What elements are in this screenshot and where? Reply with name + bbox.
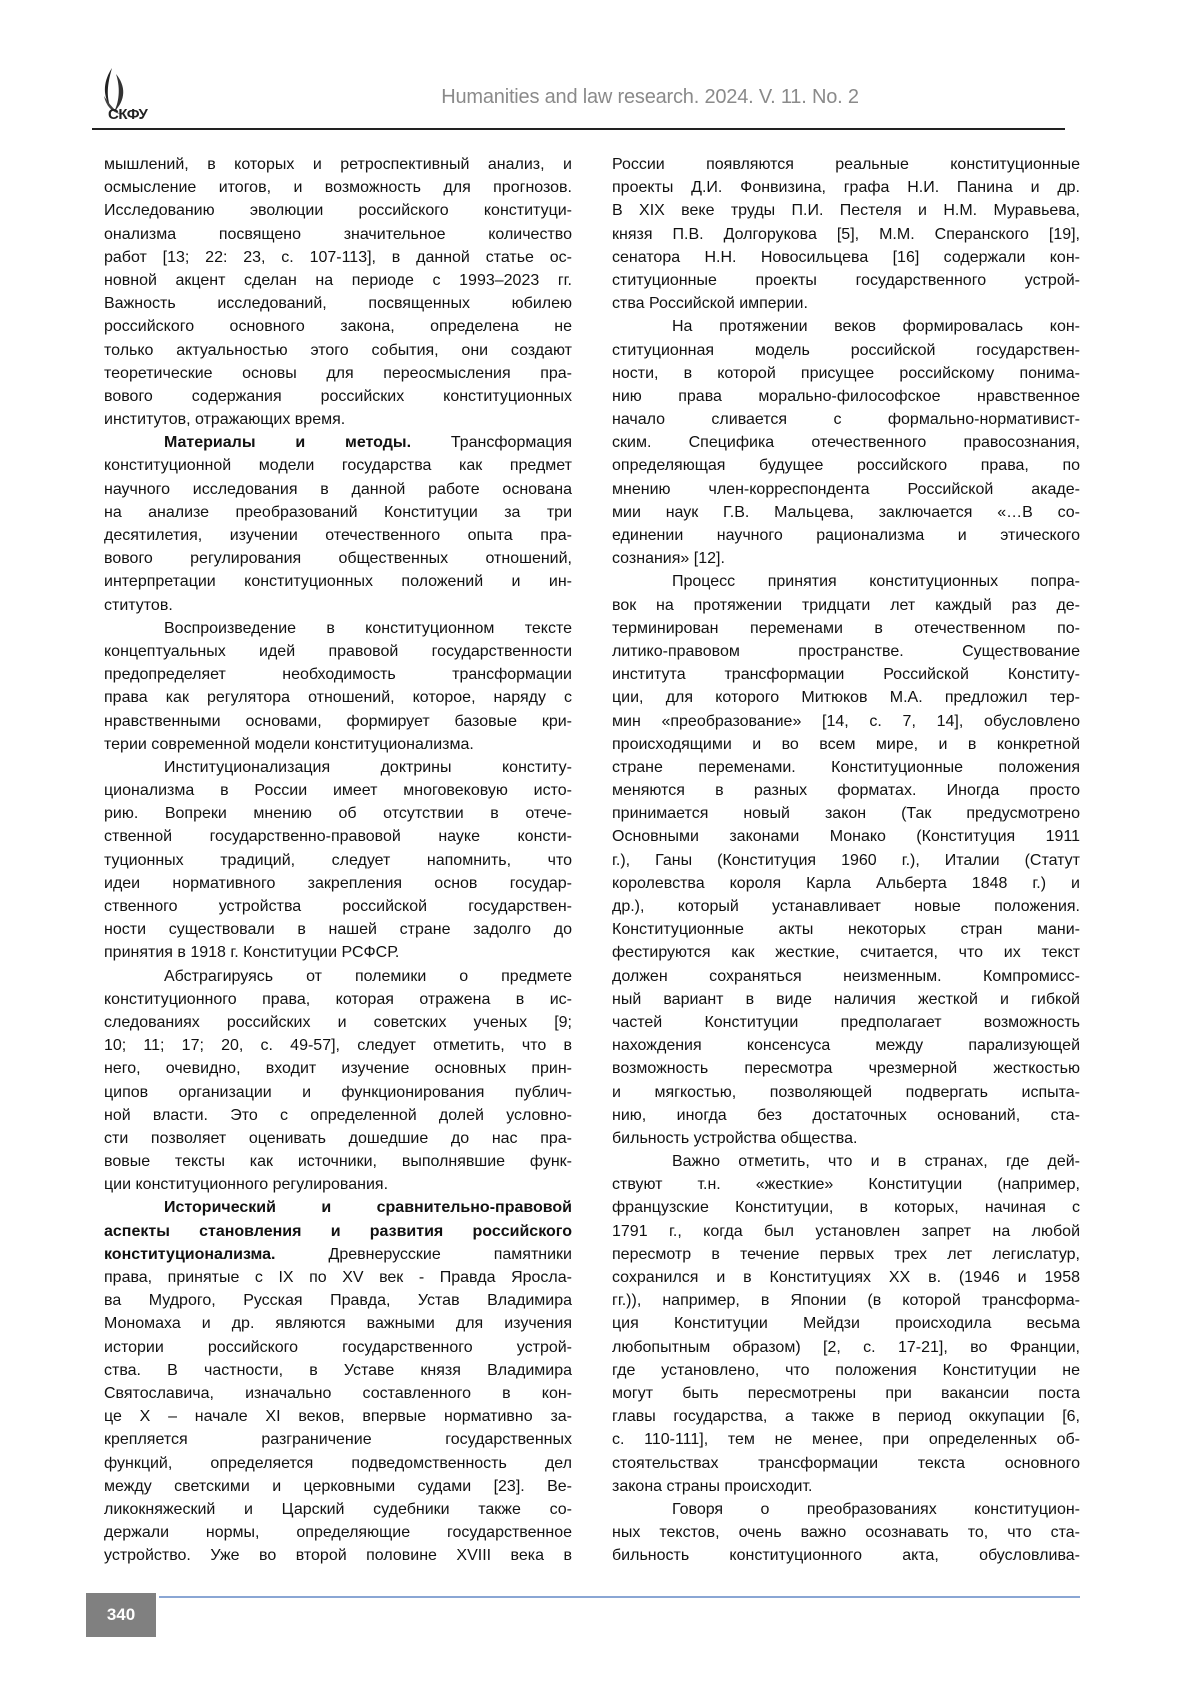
paragraph-line: це X – начале XI веков, впервые нормативно за-	[104, 1405, 572, 1428]
logo-text: СКФУ	[108, 106, 147, 123]
paragraph-line: ституционная модель российской государствен-	[612, 339, 1080, 362]
text-column-left	[104, 153, 572, 1567]
paragraph-line: мышлений, в которых и ретроспективный анализ, и	[104, 153, 572, 176]
paragraph-line: единении научного рационализма и этического	[612, 524, 1080, 547]
paragraph-line: ции, для которого Митюков М.А. предложил тер-	[612, 686, 1080, 709]
paragraph-line: определяющая будущее российского права, по	[612, 454, 1080, 477]
paragraph-line: терии современной модели конституционализма.	[104, 733, 572, 756]
paragraph-line: принимается новый закон (Так предусмотрено	[612, 802, 1080, 825]
paragraph-line: ва Мудрого, Русская Правда, Устав Владимира	[104, 1289, 572, 1312]
paragraph-line: нию права морально-философское нравственное	[612, 385, 1080, 408]
paragraph-line: сознания» [12].	[612, 547, 1080, 570]
paragraph-line: возможность пересмотра чрезмерной жесткостью	[612, 1057, 1080, 1080]
paragraph-line: права как регулятора отношений, которое, наряду с	[104, 686, 572, 709]
paragraph-line: осмысление итогов, и возможность для прогнозов.	[104, 176, 572, 199]
paragraph-line: князя П.В. Долгорукова [5], М.М. Сперанского [19],	[612, 223, 1080, 246]
body-text: Древнерусские памятники	[275, 1246, 572, 1263]
header-divider	[92, 128, 1065, 130]
paragraph-line: ной власти. Это с определенной долей условно-	[104, 1104, 572, 1127]
paragraph-line: главы государства, а также в период оккупации [6,	[612, 1405, 1080, 1428]
paragraph-line: сохранился и в Конституциях XX в. (1946 и 1958	[612, 1266, 1080, 1289]
paragraph-line: истории российского государственного устрой-	[104, 1336, 572, 1359]
paragraph-line: французские Конституции, в которых, начиная с	[612, 1196, 1080, 1219]
paragraph-line: Абстрагируясь от полемики о предмете	[104, 965, 572, 988]
paragraph-line: принятия в 1918 г. Конституции РСФСР.	[104, 941, 572, 964]
paragraph-line: нравственными основами, формирует базовые кри-	[104, 710, 572, 733]
paragraph-line: королевства короля Карла Альберта 1848 г.) и	[612, 872, 1080, 895]
paragraph-line: стоятельствах трансформации текста основного	[612, 1452, 1080, 1475]
paragraph-line: г.), Ганы (Конституция 1960 г.), Италии (Статут	[612, 849, 1080, 872]
paragraph-line: работ [13; 22: 23, с. 107-113], в данной статье ос-	[104, 246, 572, 269]
paragraph-line: должен сохраняться неизменным. Компромисс-	[612, 965, 1080, 988]
paragraph-line: вового регулирования общественных отношений,	[104, 547, 572, 570]
paragraph-line: интерпретации конституционных положений и ин-	[104, 570, 572, 593]
paragraph-line: Конституционные акты некоторых стран мани-	[612, 918, 1080, 941]
paragraph-line: ципов организации и функционирования публич-	[104, 1081, 572, 1104]
paragraph-line: держали нормы, определяющие государственное	[104, 1521, 572, 1544]
paragraph-line	[104, 1196, 572, 1219]
paragraph-line: Основными законами Монако (Конституция 1911	[612, 825, 1080, 848]
paragraph-line: ных текстов, очень важно осознавать то, что ста-	[612, 1521, 1080, 1544]
paragraph-line: 1791 г., когда был установлен запрет на любой	[612, 1220, 1080, 1243]
paragraph-line: нахождения консенсуса между парализующей	[612, 1034, 1080, 1057]
paragraph-line: конституционной модели государства как предмет	[104, 454, 572, 477]
paragraph-line: устройство. Уже во второй половине XVIII века в	[104, 1544, 572, 1567]
paragraph-line: ственного устройства российской государствен-	[104, 895, 572, 918]
paragraph-line: права, принятые с IX по XV век - Правда Яросла-	[104, 1266, 572, 1289]
paragraph-line: идеи нормативного закрепления основ государ-	[104, 872, 572, 895]
paragraph-line: терминирован переменами в отечественном по-	[612, 617, 1080, 640]
paragraph-line: института трансформации Российской Конститу-	[612, 663, 1080, 686]
paragraph-line: пересмотр в течение первых трех лет легислатур,	[612, 1243, 1080, 1266]
paragraph-line: сенатора Н.Н. Новосильцева [16] содержали кон-	[612, 246, 1080, 269]
paragraph-line: ционализма в России имеет многовековую исто-	[104, 779, 572, 802]
paragraph-line: Воспроизведение в конституционном тексте	[104, 617, 572, 640]
paragraph-line	[104, 1220, 572, 1243]
paragraph-line: Важность исследований, посвященных юбилею	[104, 292, 572, 315]
paragraph-line: конституционного права, которая отражена в ис-	[104, 988, 572, 1011]
paragraph-line: ности, в которой присущее российскому понима-	[612, 362, 1080, 385]
paragraph-line: Говоря о преобразованиях конституцион-	[612, 1498, 1080, 1521]
body-text: Трансформация	[411, 434, 572, 451]
paragraph-line: институтов, отражающих время.	[104, 408, 572, 431]
paragraph-line: На протяжении веков формировалась кон-	[612, 315, 1080, 338]
paragraph-line: проекты Д.И. Фонвизина, графа Н.И. Панина и др.	[612, 176, 1080, 199]
paragraph-line: Исследованию эволюции российского конституци-	[104, 199, 572, 222]
paragraph-line: Процесс принятия конституционных попра-	[612, 570, 1080, 593]
paragraph-line: российского основного закона, определена не	[104, 315, 572, 338]
paragraph-line: ция Конституции Мейдзи происходила весьма	[612, 1312, 1080, 1335]
paragraph-line: между светскими и церковными судами [23]. Ве-	[104, 1475, 572, 1498]
paragraph-line: мин «преобразование» [14, с. 7, 14], обусловлено	[612, 710, 1080, 733]
paragraph-line: ный вариант в виде наличия жесткой и гибкой	[612, 988, 1080, 1011]
text-column-right	[612, 153, 1080, 1567]
paragraph-line: литико-правовом пространстве. Существование	[612, 640, 1080, 663]
paragraph-line: меняются в разных форматах. Иногда просто	[612, 779, 1080, 802]
paragraph-line: частей Конституции предполагает возможность	[612, 1011, 1080, 1034]
paragraph-line: десятилетия, изучении отечественного опыта пра-	[104, 524, 572, 547]
paragraph-line: научного исследования в данной работе основана	[104, 478, 572, 501]
paragraph-line: любопытным образом) [2, с. 17-21], во Франции,	[612, 1336, 1080, 1359]
paragraph-line: него, очевидно, входит изучение основных прин-	[104, 1057, 572, 1080]
paragraph-line: ственной государственно-правовой науке консти-	[104, 825, 572, 848]
paragraph-line: вок на протяжении тридцати лет каждый раз де-	[612, 594, 1080, 617]
paragraph-line: новной акцент сделан на периоде с 1993–2023 гг.	[104, 269, 572, 292]
paragraph-line	[104, 431, 572, 454]
paragraph-line: ности существовали в нашей стране задолго до	[104, 918, 572, 941]
page-number: 340	[86, 1593, 156, 1637]
paragraph-line: ции конституционного регулирования.	[104, 1173, 572, 1196]
paragraph-line: Важно отметить, что и в странах, где дей-	[612, 1150, 1080, 1173]
paragraph-line: бильность конституционного акта, обусловлива-	[612, 1544, 1080, 1567]
bold-heading-text: Материалы и методы.	[164, 434, 411, 451]
paragraph-line: могут быть пересмотрены при вакансии поста	[612, 1382, 1080, 1405]
paragraph-line: сти позволяет оценивать дошедшие до нас пра-	[104, 1127, 572, 1150]
university-logo	[100, 66, 180, 128]
paragraph-line: нию, иногда без достаточных оснований, ста-	[612, 1104, 1080, 1127]
paragraph-line: В XIX веке труды П.И. Пестеля и Н.М. Муравьева,	[612, 199, 1080, 222]
paragraph-line: где установлено, что положения Конституции не	[612, 1359, 1080, 1382]
paragraph-line: ствуют т.н. «жесткие» Конституции (например,	[612, 1173, 1080, 1196]
paragraph-line: гг.)), например, в Японии (в которой трансформа-	[612, 1289, 1080, 1312]
paragraph-line: ским. Специфика отечественного правосознания,	[612, 431, 1080, 454]
paragraph-line: Институционализация доктрины конститу-	[104, 756, 572, 779]
paragraph-line: ства. В частности, в Уставе князя Владимира	[104, 1359, 572, 1382]
paragraph-line: ликокняжеский и Царский судебники также со-	[104, 1498, 572, 1521]
paragraph-line: и мягкостью, позволяющей подвергать испыта-	[612, 1081, 1080, 1104]
paragraph-line: рию. Вопреки мнению об отсутствии в отече-	[104, 802, 572, 825]
paragraph-line: ства Российской империи.	[612, 292, 1080, 315]
paragraph-line: предопределяет необходимость трансформации	[104, 663, 572, 686]
journal-header-title: Humanities and law research. 2024. V. 11. No. 2	[300, 86, 1000, 109]
footer-divider	[159, 1596, 1080, 1598]
paragraph-line: вовые тексты как источники, выполнявшие функ-	[104, 1150, 572, 1173]
paragraph-line: бильность устройства общества.	[612, 1127, 1080, 1150]
bold-heading-text: Исторический и сравнительно-правовой	[164, 1199, 572, 1216]
paragraph-line: др.), который устанавливает новые положения.	[612, 895, 1080, 918]
paragraph-line	[104, 1243, 572, 1266]
paragraph-line: закона страны происходит.	[612, 1475, 1080, 1498]
bold-heading-text: аспекты становления и развития российского	[104, 1223, 572, 1240]
paragraph-line: ститутов.	[104, 594, 572, 617]
paragraph-line: онализма посвящено значительное количество	[104, 223, 572, 246]
paragraph-line: Святославича, изначально составленного в кон-	[104, 1382, 572, 1405]
paragraph-line: мнению член-корреспондента Российской акаде-	[612, 478, 1080, 501]
paragraph-line: на анализе преобразований Конституции за три	[104, 501, 572, 524]
paragraph-line: начало сливается с формально-нормативист-	[612, 408, 1080, 431]
paragraph-line: только актуальностью этого события, они создают	[104, 339, 572, 362]
paragraph-line: следованиях российских и советских ученых [9;	[104, 1011, 572, 1034]
paragraph-line: концептуальных идей правовой государственности	[104, 640, 572, 663]
bold-heading-text: конституционализма.	[104, 1246, 275, 1263]
paragraph-line: теоретические основы для переосмысления пра-	[104, 362, 572, 385]
paragraph-line: происходящими и во всем мире, и в конкретной	[612, 733, 1080, 756]
paragraph-line: крепляется разграничение государственных	[104, 1428, 572, 1451]
paragraph-line: фестируются как жесткие, считается, что их текст	[612, 941, 1080, 964]
paragraph-line: туционных традиций, следует напомнить, что	[104, 849, 572, 872]
paragraph-line: 10; 11; 17; 20, с. 49-57], следует отметить, что в	[104, 1034, 572, 1057]
paragraph-line: России появляются реальные конституционные	[612, 153, 1080, 176]
paragraph-line: с. 110-111], тем не менее, при определенных об-	[612, 1428, 1080, 1451]
paragraph-line: мии наук Г.В. Мальцева, заключается «…В со-	[612, 501, 1080, 524]
paragraph-line: ституционные проекты государственного устрой-	[612, 269, 1080, 292]
paragraph-line: стране переменами. Конституционные положения	[612, 756, 1080, 779]
paragraph-line: Мономаха и др. являются важными для изучения	[104, 1312, 572, 1335]
paragraph-line: вового содержания российских конституционных	[104, 385, 572, 408]
paragraph-line: функций, определяется подведомственность дел	[104, 1452, 572, 1475]
